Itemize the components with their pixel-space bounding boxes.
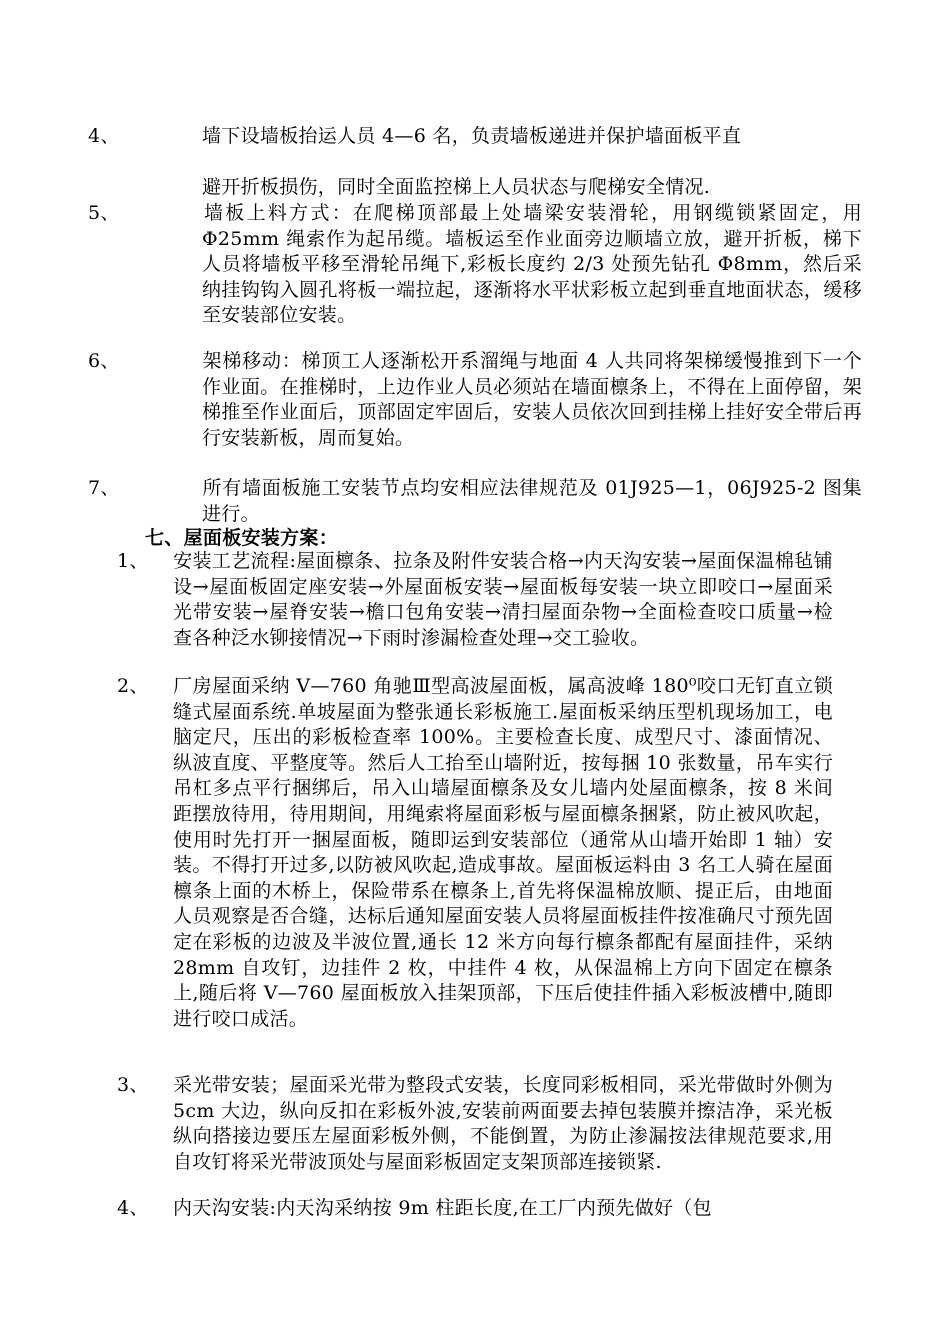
item-number: 7、 bbox=[88, 477, 120, 499]
item-text: 采光带安装；屋面采光带为整段式安装，长度同彩板相同，采光带做时外侧为 5cm 大边，纵向反扣在彩板外波,安装前两面要去掉包装膜并擦洁净，采光板纵向搭接边要压左屋面彩板外侧，不能倒置，为防止渗漏按法律规范要求,用自攻钉将采光带波顶处与屋面彩板固定支架顶部连接锁紧. bbox=[173, 1074, 833, 1173]
item-number: 4、 bbox=[88, 125, 120, 147]
item-number: 6、 bbox=[88, 350, 120, 372]
item-number: 5、 bbox=[88, 202, 120, 224]
item-text: 安装工艺流程:屋面檩条、拉条及附件安装合格→内天沟安装→屋面保温棉毡铺设→屋面板固定座安装→外屋面板安装→屋面板每安装一块立即咬口→屋面采光带安装→屋脊安装→檐口包角安装→清扫屋面杂物→全面检查咬口质量→检查各种泛水铆接情况→下雨时渗漏检查处理→交工验收。 bbox=[173, 550, 833, 649]
item-number: 2、 bbox=[117, 675, 149, 697]
roof-item-4 bbox=[117, 1196, 833, 1222]
wall-item-6 bbox=[88, 349, 862, 451]
wall-item-5 bbox=[88, 201, 862, 329]
item-text: 厂房屋面采纳 V—760 角驰Ⅲ型高波屋面板，属高波峰 180⁰咬口无钉直立锁缝式屋面系统.单坡屋面为整张通长彩板施工.屋面板采纳压型机现场加工，电脑定尺，压出的彩板检查率 100%。主要检查长度、成型尺寸、漆面情况、纵波直度、平整度等。然后人工抬至山墙附近，按每捆 10 张数量，吊车实行吊杠多点平行捆绑后，吊入山墙屋面檩条及女儿墙内处屋面檩条，按 8 米间距摆放待用，待用期间，用绳索将屋面彩板与屋面檩条捆紧，防止被风吹起，使用时先打开一捆屋面板，随即运到安装部位（通常从山墙开始即 1 轴）安装。不得打开过多,以防被风吹起,造成事故。屋面板运料由 3 名工人骑在屋面檩条上面的木桥上，保险带系在檩条上,首先将保温棉放顺、提正后，由地面人员观察是否合缝，达标后通知屋面安装人员将屋面板挂件按准确尺寸预先固定在彩板的边波及半波位置,通长 12 米方向每行檩条都配有屋面挂件，采纳 28mm 自攻钉，边挂件 2 枚，中挂件 4 枚，从保温棉上方向下固定在檩条上,随后将 V—760 屋面板放入挂架顶部，下压后使挂件插入彩板波槽中,随即进行咬口成活。 bbox=[173, 675, 833, 1030]
item-text: 所有墙面板施工安装节点均安相应法律规范及 01J925—1，06J925-2 图集进行。 bbox=[202, 477, 862, 525]
roof-item-1 bbox=[117, 549, 833, 651]
item-number: 3、 bbox=[117, 1074, 149, 1096]
item-text: 墙板上料方式：在爬梯顶部最上处墙梁安装滑轮，用钢缆锁紧固定，用 Φ25mm 绳索作为起吊缆。墙板运至作业面旁边顺墙立放，避开折板，梯下人员将墙板平移至滑轮吊绳下,彩板长度约 2/3 处预先钻孔 Φ8mm，然后采纳挂钩钩入圆孔将板一端拉起，逐渐将水平状彩板立起到垂直地面状态，缓移至安装部位安装。 bbox=[202, 202, 862, 327]
wall-item-4-continuation bbox=[145, 175, 805, 201]
item-text: 内天沟安装:内天沟采纳按 9m 柱距长度,在工厂内预先做好（包 bbox=[173, 1197, 712, 1219]
item-text: 避开折板损伤，同时全面监控梯上人员状态与爬梯安全情况. bbox=[202, 176, 711, 198]
item-text: 架梯移动：梯顶工人逐渐松开系溜绳与地面 4 人共同将架梯缓慢推到下一个作业面。在推梯时，上边作业人员必须站在墙面檩条上，不得在上面停留，架梯推至作业面后，顶部固定牢固后，安装人员依次回到挂梯上挂好安全带后再行安装新板，周而复始。 bbox=[202, 350, 862, 449]
section-heading: 七、屋面板安装方案： bbox=[145, 527, 339, 549]
wall-item-4 bbox=[88, 124, 862, 150]
item-number: 4、 bbox=[117, 1197, 149, 1219]
wall-item-7 bbox=[88, 476, 862, 527]
roof-item-3 bbox=[117, 1073, 833, 1175]
roof-item-2 bbox=[117, 674, 833, 1032]
item-number: 1、 bbox=[117, 550, 149, 572]
item-text: 墙下设墙板抬运人员 4—6 名，负责墙板递进并保护墙面板平直 bbox=[202, 125, 742, 147]
